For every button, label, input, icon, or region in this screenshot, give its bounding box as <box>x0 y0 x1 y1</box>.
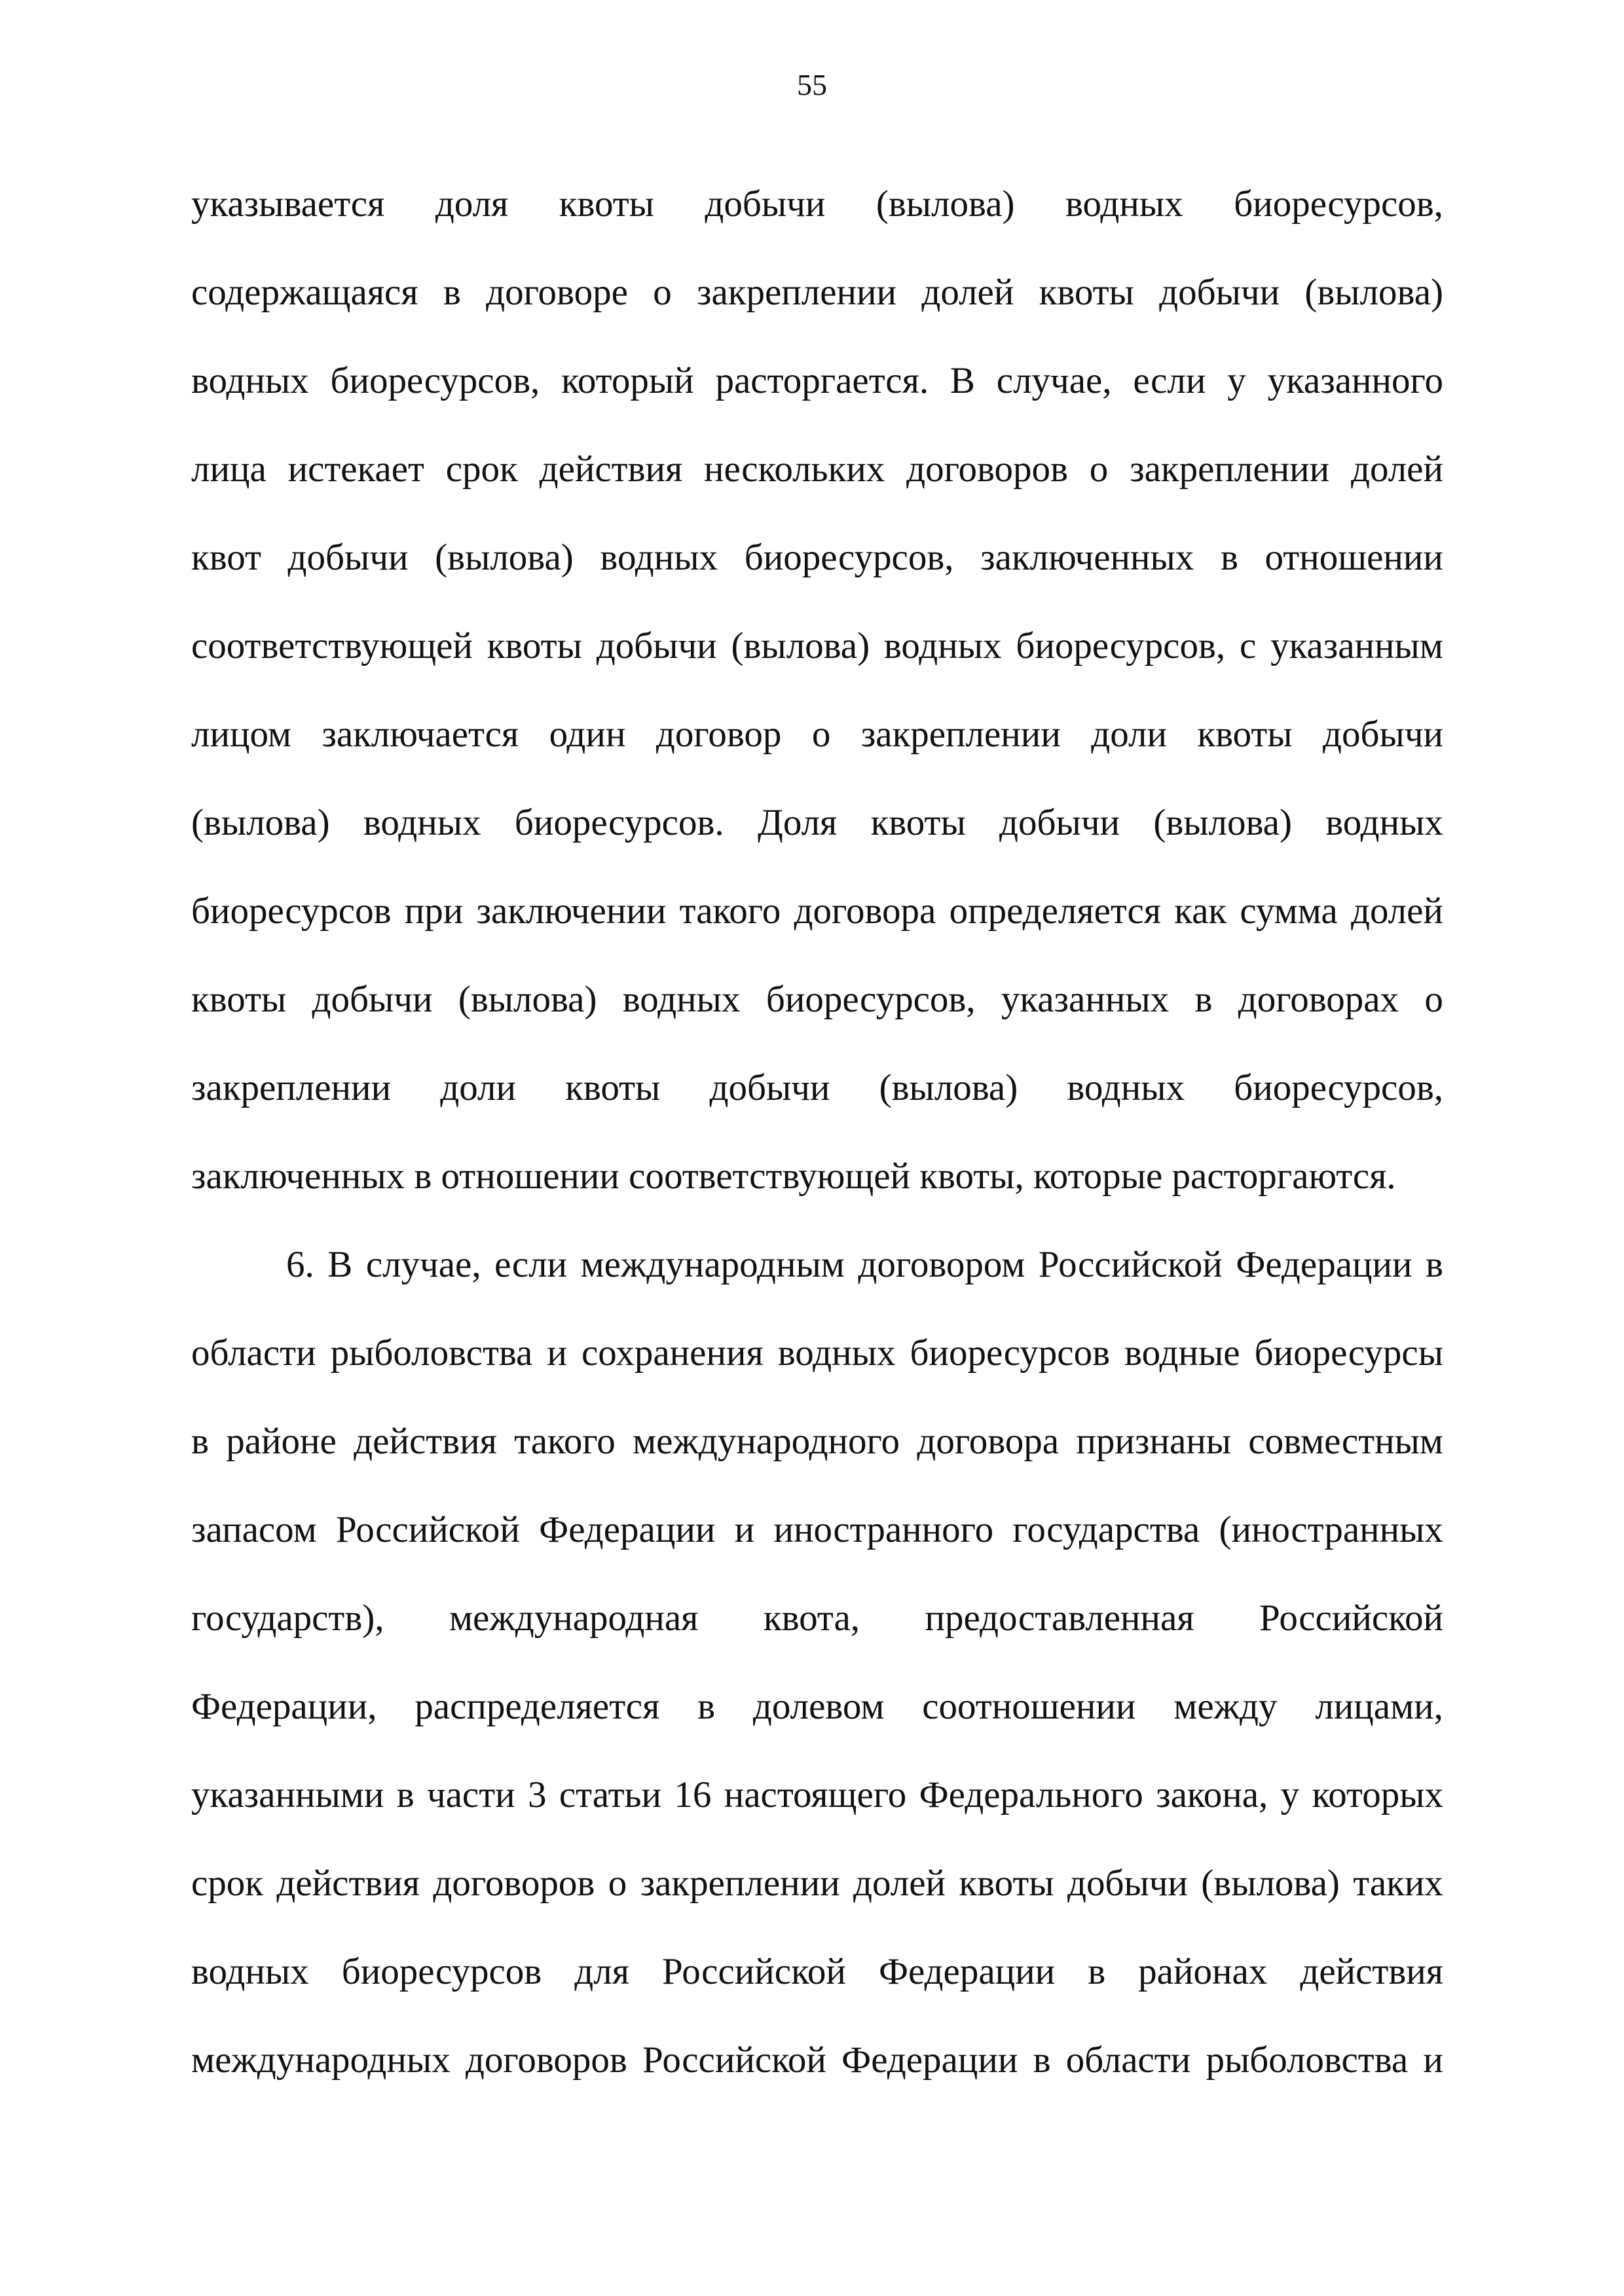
text-line: государств), международная квота, предоставленная Российской <box>191 1597 1443 1639</box>
text-line: квот добычи (вылова) водных биоресурсов, заключенных в отношении <box>191 537 1443 578</box>
text-line: биоресурсов при заключении такого договора определяется как сумма долей <box>191 890 1443 932</box>
text-line: международных договоров Российской Федерации в области рыболовства и <box>191 2039 1443 2081</box>
text-line: Федерации, распределяется в долевом соотношении между лицами, <box>191 1686 1443 1727</box>
text-line: водных биоресурсов для Российской Федерации в районах действия <box>191 1951 1443 1992</box>
text-line: 6. В случае, если международным договором Российской Федерации в <box>286 1244 1443 1285</box>
paragraph-1 <box>191 185 1443 1245</box>
text-line: лицом заключается один договор о закреплении доли квоты добычи <box>191 714 1443 755</box>
text-line: указанными в части 3 статьи 16 настоящего Федерального закона, у которых <box>191 1774 1443 1815</box>
text-line: в районе действия такого международного договора признаны совместным <box>191 1421 1443 1462</box>
text-line: закреплении доли квоты добычи (вылова) водных биоресурсов, <box>191 1067 1443 1108</box>
page-number: 55 <box>797 68 827 101</box>
text-line: соответствующей квоты добычи (вылова) водных биоресурсов, с указанным <box>191 625 1443 666</box>
paragraph-2 <box>191 1245 1443 2129</box>
text-line: (вылова) водных биоресурсов. Доля квоты добычи (вылова) водных <box>191 802 1443 843</box>
text-line: лица истекает срок действия нескольких договоров о закреплении долей <box>191 448 1443 490</box>
text-line: содержащаяся в договоре о закреплении долей квоты добычи (вылова) <box>191 272 1443 313</box>
text-line: запасом Российской Федерации и иностранного государства (иностранных <box>191 1509 1443 1550</box>
text-line: заключенных в отношении соответствующей квоты, которые расторгаются. <box>191 1156 1396 1197</box>
text-line: указывается доля квоты добычи (вылова) водных биоресурсов, <box>191 183 1443 225</box>
text-line: области рыболовства и сохранения водных биоресурсов водные биоресурсы <box>191 1332 1443 1374</box>
text-line: квоты добычи (вылова) водных биоресурсов, указанных в договорах о <box>191 979 1443 1020</box>
text-line: водных биоресурсов, который расторгается. В случае, если у указанного <box>191 360 1443 401</box>
text-line: срок действия договоров о закреплении долей квоты добычи (вылова) таких <box>191 1863 1443 1904</box>
